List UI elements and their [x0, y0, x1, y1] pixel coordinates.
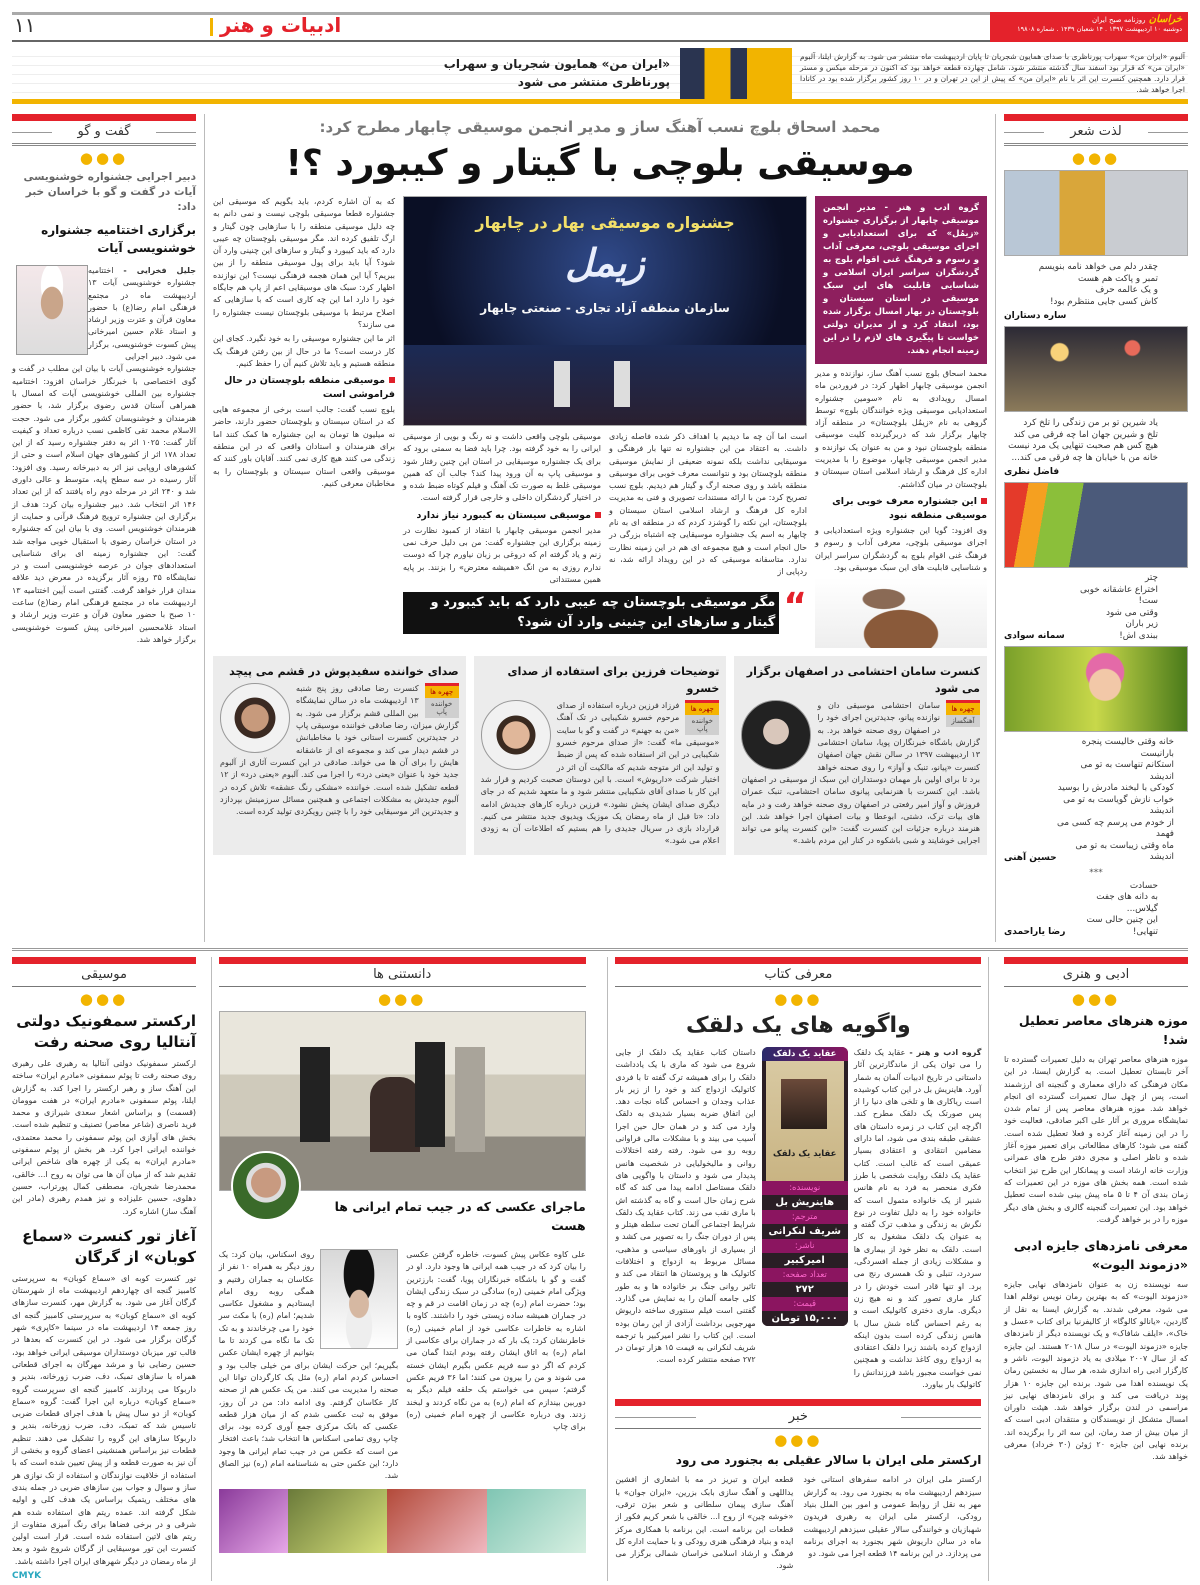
card-field-label: ناشر: — [762, 1239, 848, 1253]
section-title: معرفی کتاب — [615, 964, 981, 987]
dots-icon: ●●● — [378, 990, 427, 1008]
main-subhead-3: موسیقی منطقه بلوچستان در حال فراموشی است — [213, 374, 395, 402]
section-title: خبر — [615, 1406, 981, 1429]
tag-role: خواننده پاپ — [685, 715, 719, 735]
festival-stage-photo — [403, 196, 807, 426]
main-col-right: وی افزود: گویا این جشنواره ویژه استعدادیابی و اجرای موسیقی بلوچی، معرفی آداب و رسوم و فرهنگ غنی اقوام بلوچ به گردشگران سراسر ایران و شناسایی قابلیت های این سبک موسیقی بود. — [815, 525, 987, 572]
poem-line: چقدر دلم می خواهد نامه بنویسم — [1038, 262, 1158, 272]
book-byline: گروه ادب و هنر - — [905, 1048, 982, 1057]
music-body-1: ارکستر سمفونیک دولتی آنتالیا به رهبری علی رهبری روی صحنه رفت تا پوئم سمفونی «مادرم ایران» ساخته این آهنگ ساز و رهبر ارکستر را اجرا کند. به گزارش ایلنا، پوئم سمفونی «مادرم ایران» در هفت موومان (قسمت) و براساس اشعار سعدی شیرازی و محمد فرید ناصری (شاعر معاصر) تصنیف و تنظیم شده است. بخش های آوازی این پوئم سمفونی را محمد معتمدی، خواننده ایرانی اجرا کرد. هر بخش از پوئم سمفونی «مادرم ایران» به یکی از چهره های شاخص ایرانی تقدیم شد که از میان آن ها می توان به روح ا... خالقی، محمدرضا شجریان، مصطفی کمال پورتراب، حسین دهلوی، حسین علیزاده و نیز همدم رهبری (مادر این آهنگ ساز) اشاره کرد. — [12, 1059, 197, 1216]
poem — [1004, 262, 1188, 308]
dots-icon: ●●● — [774, 990, 823, 1008]
card-field-value: امیرکبیر — [762, 1253, 848, 1268]
poem-block — [1004, 737, 1188, 864]
poem-line: کودکی با لبخند مادرش را بوسید — [1057, 783, 1174, 793]
section-bar — [1004, 114, 1188, 121]
poet-name: حسین آهنی — [1004, 852, 1057, 863]
news-box-ehteshami — [734, 656, 987, 855]
main-col-mid-left-text-2: مدیر انجمن موسیقی چابهار با انتقاد از کمبود نظارت در زمینه برگزاری این جشنواره گفت: من بی دلیل حرف نمی زنم و یاد گرفته ام که دروغی بر زبان نیاورم چرا که دوست ندارم روزی به من انگ «همیشه معترض» را بزنند. بر پایه همین مستنداتی — [403, 525, 601, 584]
trivia-body-left: روی اسکناس، بیان کرد: یک روز دیگر به همراه ۱۰ نفر از عکاسان به جماران رفتیم و همگی روبه روی امام ایستادیم و مشغول عکاسی شدیم؛ امام (ره) با مکث سر خود را می چرخاندند و به تک تک ما نگاه می کردند تا ما بتوانیم از چهره ایشان عکس بگیریم؛ این حرکت ایشان برای من خیلی جالب بود و احساس کردم امام (ره) مثل یک کارگردان توانا این صحنه را مدیریت می کنند. من یک عکس هم از صحنه کار عکاسان گرفتم. وی ادامه داد: من در آن روز، موفق به ثبت عکسی شدم که از میان هزار قطعه عکسی که بانک مرکزی جمع آوری کرده بود، برای چاپ روی تمامی اسکناس ها انتخاب شد؛ باعث افتخار من است که عکس من در جیب تمام ایرانی ها وجود دارد؛ این عکس حتی به شناسنامه امام (ره) نیز الصاق شد. — [218, 1250, 399, 1481]
news-box-farzin — [474, 656, 727, 855]
main-col-mid-left-text: موسیقی بلوچی واقعی داشت و نه رنگ و بویی از موسیقی ایرانی را به خود گرفته بود. چرا باید فضا به سمتی برود که برای یک جشنواره موسیقایی در استان این چنین رفتار شود و موسیقی پاپ به آن ورود پیدا کند؟ جالب آن که همین موسیقی غلط به صورت تک آهنگ و فیلم کوتاه ضبط شده و در اختیار گردشگران داخلی و خارجی قرار گرفته است. — [403, 432, 601, 503]
news-body-left: قطعه ایران و تبریز در مه با اشعاری از افشین یداللهی و آهنگ سازی بابک بزرین، «ایران جوان» با آهنگ سازی پیمان سلطانی و شعر بیژن ترقی، «خوشه چین» از روح ا... خالقی با شعر کریم فکور از قطعات این برنامه است. این برنامه با همکاری مرکز ایده و بنیاد فرهنگی هنری رودکی و با حمایت اداره کل فرهنگ و ارشاد اسلامی خراسان شمالی برگزار می شود. — [615, 1475, 794, 1571]
mailbox-statue-photo — [1004, 170, 1188, 256]
poem-block — [1004, 881, 1188, 939]
poem-line: کاش کسی جایی منتظرم بود! — [1049, 296, 1158, 307]
dots-icon: ●●● — [79, 149, 129, 167]
arts-title-2: معرفی نامزدهای جایزه ادبی «دزموند الیوت» — [1013, 1238, 1188, 1273]
main-col-left-bottom-text: بلوچ نسب گفت: جالب است برخی از مجموعه هایی که در استان سیستان و بلوچستان حضور دارند، حاضر نه میلیون ها تومان به این جشنواره ها کمک کنند اما برای هنرمندان و استادان واقعی که در این منطقه زندگی می کنند هیچ کاری نمی کنند. آقایان باور کنند که موسیقی واقعی استان سیستان و بلوچستان را به مخاطبان معرفی کنیم. — [213, 405, 395, 488]
festival-logo-text: زیمل — [565, 241, 645, 285]
arts-title-1: موزه هنرهای معاصر تعطیل شد! — [1018, 1013, 1188, 1047]
section-title: دانستنی ها — [219, 964, 586, 987]
poetry-section — [1004, 114, 1188, 942]
umbrella-photo — [1004, 482, 1188, 568]
book-body-left: داستان کتاب عقاید یک دلقک از جایی شروع می شود که ماری با یک یادداشت دلقک را برای همیشه ترک گفته تا با فردی کاتولیک ازدواج کند و خود را از زیر بار عذاب وجدان و احساس گناه نجات دهد. این اتفاق ضربه بسیار شدیدی به دلقک وارد می کند و در همان حال حین اجرا آسیب می بیند و با مشکلات مالی فراوانی روبه رو می شود. رفته رفته اختلالات روانی و مالیخولیایی در شخصیت هانس پدیدار می شود و داستان با واگویی های دلقک مستاصل ادامه پیدا می کند که گاه شرح زمان حال است و گاه به گذشته اش با ماری نقب می زند. کتاب عقاید یک دلقک شرایط اجتماعی آلمان تحت سلطه هیتلر و پس از دوران جنگ را به تصویر می کشد و از بسیاری از باورهای سیاسی و مذهبی، مسائل مربوط به ازدواج و اختلافات کاتولیک ها و پروتستان ها انتقاد می کند و تاثیر روانی جنگ بر خانواده ها و به طور کلی جامعه آلمان را به نمایش می گذارد. گفتنی است فیلم سنتوری ساخته داریوش مهرجویی برداشت آزادی از این رمان بوده است. این کتاب را نشر امیرکبیر با ترجمه شریف لنکرانی به قیمت ۱۵ هزار تومان در ۲۷۲ صفحه منتشر کرده است. — [615, 1048, 756, 1365]
poem-line: وقتی می شود — [1106, 607, 1158, 618]
poem-line: ببندی اش! — [1119, 630, 1158, 641]
interview-byline: جلیل فخرایی - — [113, 266, 196, 275]
book-body-right — [854, 1047, 982, 1391]
main-subhead-2: موسیقی سیستان به کیبورد نیاز ندارد — [403, 509, 601, 523]
poet-name: سمانه سوادی — [1004, 631, 1065, 641]
quote-mark-icon: “ — [783, 586, 807, 628]
lead-box — [815, 196, 987, 364]
poem-line: اختراع عاشقانه خوبی ست! — [1079, 584, 1158, 606]
main-article — [204, 114, 996, 942]
poet-name: ساره دستاران — [1004, 311, 1067, 321]
card-field-value: ۱۵,۰۰۰ تومان — [762, 1311, 848, 1326]
poem-line: هیچ کس هم صحبت تنهایی یک مرد نیست — [1008, 441, 1158, 451]
trivia-left-col — [219, 1249, 399, 1483]
tag-label: چهره ها — [425, 683, 459, 698]
arts-section — [1004, 957, 1188, 1581]
box-body: سامان احتشامی موسیقی دان و نوازنده پیانو، جدیدترین اجرای خود را در اصفهان روی صحنه خواهد برد. به گزارش باشگاه خبرنگاران پویا، سامان احتشامی ۱۳ اردیبهشت ۱۳۹۷ در سالن نقش جهان اصفهان کنسرت «پیانو، تنبک و آواز» را روی صحنه خواهد برد تا برای اولین بار مهمان دوستداران این سبک از موسیقی در اصفهان باشد. این کنسرت با هنرنمایی پیانوی سامان احتشامی، تنبک عمران فروزش و آواز امیر رفعتی در اصفهان روی صحنه خواهد رفت و در مایه های بیات ترک، دشتی، ابوعطا و بیات اصفهان اجرا خواهد شد. این هنرمند درباره جزئیات این کنسرت گفت: «این کنسرت پیانو می تواند اجرایی خوشایند و شبی باشکوه در کنار این مردم باشد.» — [741, 701, 980, 846]
issue-date: دوشنبه ۱۰ اردیبهشت ۱۳۹۷ . ۱۴ شعبان ۱۴۳۹ . شماره ۱۹۸۰۸ — [1017, 25, 1182, 33]
tag-role: آهنگساز — [946, 715, 980, 727]
khomeini-portrait — [320, 1249, 398, 1349]
paper-brand-box — [990, 12, 1188, 42]
cmyk-mark — [12, 1571, 196, 1581]
card-field-label: نویسنده: — [762, 1181, 848, 1195]
top-band — [12, 114, 1188, 942]
portrait-photo — [220, 683, 290, 753]
arts-body-2: سه نویسنده زن به عنوان نامزدهای نهایی جایزه «دزموند الیوت» که به بهترین رمان نویس نوقلم اهدا می شود، معرفی شدند. به گزارش ایسنا به نقل از گاردین، «یانالو کالوگا» از کالیفرنیا برای کتاب «عسل و خاک»، «ایلف شافاک» و یک نویسنده دیگر از نامزدهای جایزه «دزموند الیوت» در سال ۲۰۱۸ هستند. این جایزه که از سال ۲۰۰۷ میلادی به یاد دزموند الیوت، ناشر و کارگزار ادبی راه اندازی شده، هر سال به نخستین رمان یک نویسنده اهدا می شود. برنده این جایزه ۱۰ هزار پوند دریافت می کند و برای نامزدهای نهایی نیز مراسمی در لندن برگزار خواهد شد. هیئت داوران امسال متشکل از نویسندگان و منتقدان ادبی است که از میان بیش از صد رمان، این سه اثر را برگزیده اند. برنده نهایی این جایزه ۲۰ ژوئن (۳۰ خرداد) معرفی خواهد شد. — [1004, 1280, 1189, 1462]
trivia-section — [211, 957, 593, 1581]
arts-body-1: موزه هنرهای معاصر تهران به دلیل تعمیرات گسترده تا آخر تابستان تعطیل است. به گزارش ایسنا، در این مکان فرهنگی که دارای معماری و گنجینه ای ارزشمند است، پس از چهل سال تعمیرات گسترده ای انجام خواهد شد. موزه هنرهای معاصر پس از تمام شدن نمایشگاه مروری بر آثار علی اکبر صادقی، فعالیت خود را در این زمینه آغاز کرده و فعلا تعطیل شده است. گفته می شود؛ کارهای مطالعاتی برای تعمیر موزه آغاز شده و ناظر اصلی و مجری دفتر طرح های عمرانی وزارت خانه ارشاد است و پیمانکار این طرح نیز انتخاب شده است. همه بخش های موزه در این تعمیرات که زمان بندی آن ۴ تا ۵ ماه پیش بینی شده است تعطیل خواهد بود. این تعمیرات گنجینه گالری و بخش های دیگر موزه را در بر خواهد گرفت. — [1004, 1055, 1188, 1224]
musician-photo — [815, 578, 987, 648]
poem-separator: *** — [1089, 867, 1103, 878]
box-title: کنسرت سامان احتشامی در اصفهان برگزار می شود — [746, 665, 980, 696]
trivia-title: ماجرای عکسی که در جیب تمام ایرانی ها هست — [334, 1199, 586, 1233]
article-body — [213, 196, 987, 648]
poem-line: تلخ و شیرین جهان اما چه فرقی می کند — [1013, 429, 1158, 440]
teaser-yellow-bar — [12, 99, 1188, 104]
section-bar — [1004, 957, 1188, 964]
section-bar — [12, 114, 196, 121]
poem — [1065, 881, 1188, 939]
row-divider — [12, 948, 1188, 951]
child-flowers-photo — [1004, 646, 1188, 732]
tag-label: چهره ها — [946, 700, 980, 715]
main-col-mid-left — [403, 431, 601, 586]
portrait-photo — [481, 700, 551, 770]
card-field-label: مترجم: — [762, 1210, 848, 1224]
card-title: عقاید یک دلقک — [762, 1047, 848, 1061]
card-field-label: قیمت: — [762, 1297, 848, 1311]
quote-text: مگر موسیقی بلوچستان چه عیبی دارد که باید کیبورد و گیتار و سازهای این چنینی وارد آن شود؟ — [403, 592, 779, 634]
main-col-mid-right: است اما آن چه ما دیدیم با اهداف ذکر شده فاصله زیادی داشت. به اعتقاد من این جشنواره نه تنها بار فرهنگی و موسیقایی نداشت بلکه نمونه ضعیفی از نمایش موسیقی منطقه بلوچستان بود و نتوانست معرف خوبی برای موسیقی منطقه باشد و روی صحنه ارگ و گیتار هم دیدیم. بلوچ نسب تصریح کرد: من با ارائه مستندات تصویری و فنی به مدیریت اداره کل فرهنگ و ارشاد اسلامی استان سیستان و بلوچستان، این نکته را گوشزد کردم که در منطقه ای به نام چابهار به اسم یک جشنواره موسیقایی چه اشتباه بزرگی در حال انجام است و هیچ مجموعه ای هم در این زمینه نظارت ندارد. متاسفانه موسیقی که در این رویداد ارائه شد، نه ردپایی از — [609, 432, 807, 577]
main-col-left-top: که به آن اشاره کردم، باید بگویم که موسیقی این جشنواره قطعا موسیقی بلوچی نیست و نمی دانم به چه دلیل موسیقی منطقه را با سازهایی چون گیتار و ارگ تلفیق کرده اند. مگر موسیقی بلوچستان چه عیبی دارد که باید کیبورد و گیتار و سازهای این چنینی وارد آن شود؟ آیا باید برای پول موسیقی منطقه را از بین ببریم؟ آیا این همان هجمه فرهنگی نیست؟ این نوازنده اظهار کرد: سبک های موسیقایی اعم از پاپ هم جایگاه خود را دارد اما این چه کاری است که با سازهایی که اصلاح مرتبط با موسیقی بلوچستان نیست جشنواره را می سازند؟ — [213, 197, 395, 329]
dots-icon: ●●● — [1071, 149, 1121, 167]
page-number: ۱۱ — [14, 13, 36, 37]
street-night-photo — [1004, 326, 1188, 412]
news-box-sadeghi — [213, 656, 466, 855]
main-intro: محمد اسحاق بلوچ نسب آهنگ ساز، نوازنده و مدیر انجمن موسیقی چابهار اظهار کرد: در فروردین ماه امسال رویدادی به نام «سومین جشنواره استعدادیابی موسیقی ویژه خوانندگان بلوچ» توسط گروهی به نام «زیمُل بلوچستان» در منطقه آزاد چابهار برگزار شد که دربرگیرنده کلیت موسیقی منطقه بلوچستان نبود و من به عنوان یک نوازنده و مدیر انجمن موسیقی چابهار، موضوع را با مدیریت اداره کل فرهنگ و ارشاد اسلامی استان سیستان و بلوچستان در میان گذاشتم. — [815, 369, 987, 489]
main-kicker: محمد اسحاق بلوچ نسب آهنگ ساز و مدیر انجمن موسیقی چابهار مطرح کرد: — [319, 118, 881, 136]
news-title: ارکستر ملی ایران با سالار عقیلی به بجنورد می رود — [675, 1453, 982, 1468]
poet-name: فاضل نظری — [1004, 467, 1060, 477]
main-headline: موسیقی بلوچی با گیتار و کیبورد ؟! — [285, 143, 915, 184]
poem-line: خانه من با خیابان ها چه فرقی می کند... — [1011, 452, 1158, 463]
poem-line: این چنین حالی ست — [1086, 915, 1158, 925]
people-tag — [685, 700, 719, 735]
book-section — [615, 957, 981, 1391]
tag-label: چهره ها — [685, 700, 719, 715]
main-col-left-bottom: اثر ما این جشنواره موسیقی را به خود نگیرد. کجای این کار درست است؟ ما در حال از بین رفتن فرهنگ یک منطقه هستیم و باید تلاش کنیم آن را حفظ کنیم. — [213, 334, 395, 368]
book-info-card — [762, 1047, 848, 1326]
music-title-1: ارکستر سمفونیک دولتی آنتالیا روی صحنه رفت — [16, 1012, 197, 1051]
poem-line: حسادت — [1129, 880, 1158, 891]
section-bar — [615, 1399, 981, 1406]
interview-section — [12, 114, 196, 942]
trivia-body-right: علی کاوه عکاس پیش کسوت، خاطره گرفتن عکسی را بیان کرد که در جیب همه ایرانی ها وجود دارد. او در گفت و گو با باشگاه خبرنگاران پویا، گفت: بارزترین ویژگی امام خمینی (ره) سادگی در سبک زندگی ایشان بود؛ حضرت امام (ره) چه در زمان اقامت در قم و چه در جماران همیشه ساده زیستی خود را داشتند. کاوه با اشاره به خاطرات عکاسی خود از امام خمینی (ره) خاطرنشان کرد: یک بار که در جماران برای عکاسی از امام (ره) به اتاق ایشان رفته بودم ابتدا گمان می کردم که اگر دو سه فریم عکس بگیرم ایشان خسته می شوند و من را بیرون می کنند؛ اما ۳۶ فریم عکس گرفتم؛ سپس می خواستم یک حلقه فیلم دیگر به دوربین بیندازم که امام (ره) به من نگاه کردند و لبخند زدند. وی درباره عکاسی از چهره امام خمینی (ره) برای چاپ — [406, 1250, 586, 1432]
people-tag — [946, 700, 980, 727]
card-field-value: شریف لنکرانی — [762, 1224, 848, 1239]
card-field-label: تعداد صفحه: — [762, 1268, 848, 1282]
poem-line: ماه وقتی زیباست به تو می اندیشد — [1075, 840, 1174, 862]
section-title: ادبی و هنری — [1004, 964, 1188, 987]
section-title: لذت شعر — [1004, 121, 1188, 146]
poem-line: و یک عالمه حرف — [1095, 285, 1158, 295]
box-body: فرزاد فرزین درباره استفاده از صدای مرحوم خسرو شکیبایی در تک آهنگ «من به جهنم» در گفت و گو با سایت «موسیقی ما» گفت: «از صدای مرحوم خسرو شکیبایی در این اثر استفاده شده که پس از ضبط و تولید این اثر متوجه شدیم که مالکیت آن اثر در اختیار شرکت «داریوش» است. با این دوستان صحبت کردیم و قرار شد این کار با صدای آقای شکیبایی منتشر شود و ما متعهد شدیم که در جای دیگری صدای ایشان پخش نشود.» فرزین درباره کارهای جدیدش ادامه داد: «تا قبل از ماه رمضان یک موزیک ویدیوی جدید منتشر می کنیم. قرارداد بازی در سریال جدیدی را هم بستیم که اطلاعات آن به زودی اعلام می شود.» — [480, 701, 720, 846]
dots-icon: ●●● — [774, 1431, 823, 1450]
interview-kicker: دبیر اجرایی جشنواره خوشنویسی آیات در گفت و گو با خراسان خبر داد: — [23, 171, 196, 213]
book-news-column — [607, 957, 989, 1581]
poem-line: تنهایی! — [1132, 926, 1158, 937]
dots-icon: ●●● — [1071, 990, 1121, 1008]
box-title: توضیحات فرزین برای استفاده از صدای خسرو — [507, 665, 720, 696]
cmyk-label: CMYK — [12, 1570, 42, 1581]
teaser-photo — [680, 48, 792, 100]
card-field-value: هاینریش بل — [762, 1195, 848, 1210]
book-review-title: واگویه های یک دلقک — [685, 1013, 911, 1038]
section-divider — [210, 18, 213, 36]
music-section — [12, 957, 196, 1581]
card-field-value: ۲۷۲ — [762, 1282, 848, 1297]
banknotes-photo — [219, 1489, 586, 1553]
paper-logo: خراسان — [1148, 14, 1182, 25]
poem — [1057, 737, 1188, 864]
section-bar — [615, 957, 981, 964]
portrait-photo — [741, 700, 811, 770]
article-col-right — [815, 196, 987, 648]
interview-title: برگزاری اختتامیه جشنواره خوشنویسی آیات — [41, 223, 196, 255]
news-section — [615, 1399, 981, 1572]
poem-line: استکانم تنهاست به تو می اندیشد — [1080, 760, 1174, 782]
page-header — [0, 0, 1200, 106]
festival-banner-text: جشنواره موسیقی بهار در چابهار — [475, 213, 735, 232]
section-bar — [12, 957, 196, 964]
interview-body-text: اختتامیه جشنواره خوشنویسی آیات ۱۳ اردیبهشت ماه در مجتمع فرهنگی امام رضا(ع) با حضور معاون قرآن و عترت وزیر ارشاد و استاد غلام حسین امیرخانی پیش کسوت خوشنویسی، برگزار می شود. دبیر اجرایی — [88, 266, 196, 362]
people-tag — [425, 683, 459, 718]
main-subhead-1: این جشنواره معرف خوبی برای موسیقی منطقه نبود — [815, 495, 987, 523]
poem-line: خانه وقتی خالیست پنجره بارانیست — [1081, 737, 1174, 759]
teaser-body: آلبوم «ایران من» سهراب پورناظری با صدای همایون شجریان تا پایان اردیبهشت ماه منتشر می شود. به گزارش ایلنا، آلبوم «ایران من» که قرار بود اسفند سال گذشته منتشر شود، شامل چهارده قطعه خواهد بود که اکنون در مرحله میکس و مستر قرار دارد. همچنین کنسرت این اثر با نام «ایران من» که پیش از این در تهران و در ۱۰ روز کشور برگزار شده بود در کانادا اجرا خواهد شد. — [800, 52, 1185, 94]
news-boxes-row — [213, 656, 987, 855]
article-col-left — [213, 196, 395, 648]
tag-role: خواننده پاپ — [425, 698, 459, 718]
poem-line: چتر — [1145, 573, 1158, 583]
book-body-right-text: عقاید یک دلقک را می توان یکی از ماندگارترین آثار داستانی در تاریخ ادبیات آلمان به شمار آورد. هاینریش بل در این کتاب کوشیده است ریاکاری ها و تلخی های دنیا را از پس صورتک یک دلقک مطرح کند. اگرچه این کتاب در زمره داستان های عشقی طبقه بندی می شود، اما دارای مضامین انتقادی و اعتقادی بسیار عمیقی است که غالب است. کتاب عقاید یک دلقک روایت شخصی با طرز فکری منحصر به فرد به نام هانس شنیر از یک خانواده متمول است که خانواده خود را به دلیل تفاوت در نوع نگرش به زندگی و مذهب ترک گفته و به عنوان یک دلقک مشغول به کار است. دلقک به نظر خود از بیماری ها و مشکلات زیادی از جمله افسردگی، سردرد، تنبلی و تک همسری رنج می برد. او تنها قادر است خودش را در کنار ماری تصور کند و نه هیچ زن دیگری. ماری دختری کاتولیک است و به رغم احساس گناه شش سال با هانس زندگی کرده است بدون اینکه ازدواج کرده باشند زیرا دلقک اعتقادی به ازدواج روی کاغذ نداشت و همچنین نمی خواست مجبور باشد فرزندانش را کاتولیک بار بیاورد. — [853, 1048, 982, 1390]
section-name: ادبیات و هنر — [220, 13, 342, 37]
article-center-area — [403, 196, 807, 648]
section-title: گفت و گو — [12, 121, 196, 146]
poem — [1004, 418, 1188, 464]
bottom-band — [12, 957, 1188, 1581]
box-body: کنسرت رضا صادقی روز پنج شنبه ۱۳ اردیبهشت ماه در سالن نمایشگاه بین المللی قشم برگزار می شود. به گزارش میزان، رضا صادقی خواننده موسیقی پاپ در جدیدترین کنسرت استانی خود با مخاطبانش در قشم دیدار می کند و مجموعه ای از عاشقانه هایش را برای آن ها می خواند. صادقی در این کنسرت آثاری از آلبوم جدید خود با عنوان «یعنی درد» را اجرا می کند. آلبوم «یعنی درد» از ۱۲ قطعه تشکیل شده است. خواننده «مشکی رنگ عشقه» تلاش کرده در آلبوم جدیدش به مشکلات اجتماعی و همچنین مسائل سرزمینش بپردازد و جدیدترین اثر موسیقایی خود را با چنین رویکردی تولید کرده است. — [219, 684, 459, 817]
lead-text: گروه ادب و هنر - مدیر انجمن موسیقی چابهار از برگزاری جشنواره «زیمُل» که برای استعدادیابی و اجرای موسیقی بلوچی، معرفی آداب و رسوم و فرهنگ غنی اقوام بلوچ به گردشگران سراسر ایران اسلامی و شناسایی قابلیت های این سبک موسیقی در استان سیستان و بلوچستان در بهار امسال برگزار شده بود، انتقاد کرد و از مدیران دولتی خواست تا پیگیری های لازم را در این زمینه انجام دهند. — [823, 203, 979, 356]
poem-line: از خودم می پرسم چه کسی می فهمد — [1057, 817, 1174, 839]
teaser-title: «ایران من» همایون شجریان و سهراب پورناظری منتشر می شود — [443, 57, 670, 89]
section-title: موسیقی — [12, 964, 196, 987]
box-title: صدای خواننده سفیدپوش در قشم می پیچد — [229, 665, 459, 679]
interview-portrait — [16, 265, 88, 355]
book-cover — [766, 1061, 844, 1181]
poet-name: رضا یاراحمدی — [1004, 927, 1066, 937]
book-cover-title: عقاید یک دلقک — [773, 1149, 837, 1159]
photographer-portrait — [231, 1151, 301, 1221]
section-bar — [219, 957, 586, 964]
poem-line: یاد شیرین تو بر من زندگی را تلخ کرد — [1023, 418, 1158, 428]
poem-line: خواب نازش گویاست به تو می اندیشد — [1063, 794, 1174, 816]
festival-footer-text: سازمان منطقه آزاد تجاری - صنعتی چابهار — [480, 301, 730, 315]
poem-line: تمبر و پاکت هم هست — [1077, 273, 1158, 284]
music-body-2: تور کنسرت کوبه ای «سماع کوبان» به سرپرستی کامبیز گنجه ای چهاردهم اردیبهشت ماه از شهرستان گرگان آغاز می شود. به گزارش مهر، کنسرت سازهای کوبه ای «سماع کوبان» به سرپرستی کامبیز گنجه ای روز جمعه ۱۴ اردیبهشت ماه در سینما «کاپری» شهر گرگان برگزار می شود. در این کنسرت که بعدها در قالب تور میزبان دوستداران موسیقی ایرانی خواهد بود، حسین رضایی نیا و مرشد مهرگان به اجرای قطعاتی همراه با سازهای تمبک، دف، ضرب زورخانه، بندیر و داربوکا می پردازند. کامبیز گنجه ای سرپرست گروه «سماع کوبان» درباره این اجرا گفت: گروه «سماع کوبان» از دو سال پیش با هدف اجرای قطعات ضربی تاسیس شد که تمبک، دف، ضرب زورخانه، بندیر و داربوکا سازهای این گروه را تشکیل می دهند. تنظیم قطعات نیز براساس همنشینی اعضای گروه و بخشی از آن نیز به صورت قطعه و از پیش تعیین شده است که با استفاده از خلاقیت نوازندگان و استفاده از تک نوازی هر ساز و سوال و جواب بین سازهای ضربی در جمله بندی های مختلف ریتمیک براساس یک هدف کلی و اولیه شکل گرفته اند. عمده ریتم های استفاده شده هم شرقی و در برخی فضاها برای رنگ آمیزی متفاوت از ریتم های لاتین استفاده شده است. قرار است اولین کنسرت این تور موسیقایی از گرگان شروع شود و بعد از ماه رمضان در دیگر شهرهای ایران اجرا داشته باشد. — [12, 1273, 197, 1566]
paper-tagline: روزنامه صبح ایران — [1091, 16, 1146, 24]
dots-icon: ●●● — [79, 990, 129, 1008]
interview-body-2: جشنواره خوشنویسی آیات با بیان این مطلب در گفت و گوی اختصاصی با خبرنگار خراسان افزود: اختتامیه جشنواره بین المللی خوشنویسی آیات که امسال با همراهی آستان قدس رضوی برگزار شد، با حضور هنرمندان و خوشنویسان کشور برگزار می شود. حجت الاسلام محمد تقی کاظمی نسب درباره تعداد و کیفیت آثار گفت: ۱۰۲۵ اثر به دفتر جشنواره رسید که از این تعداد ۱۷۸ اثر از کشورهای جهان اسلام است و حتی از کشورهای اروپایی نیز اثر به دبیرخانه رسید. وی افزود: آثار رسیده در سه سطح پایه، متوسط و عالی داوری شد و ۲۴۰ اثر در مرحله دوم راه یافتند که از این تعداد ۱۴۶ اثر انتخاب شد. دبیر جشنواره بیان کرد: هدف از برگزاری این جشنواره ترویج فرهنگ قرآنی و حمایت از هنرمندان خوشنویس است. وی با بیان این که جشنواره در استان خراسان رضوی با استقبال خوبی مواجه شد گفت: این جشنواره زمینه ای برای شناسایی استعدادهای جوان در عرصه خوشنویسی است و در نمایشگاه ۳۵ روزه آثار برگزیده در معرض دید علاقه مندان قرار خواهد گرفت. گفتنی است آیین اختتامیه ۱۳ اردیبهشت ماه در مجتمع فرهنگی امام رضا(ع) ساعت ۱۰ صبح با حضور معاون قرآن و عترت وزیر ارشاد و استاد غلامحسین امیرخانی پیش کسوت خوشنویسی برگزار خواهد شد. — [12, 364, 196, 644]
poem — [1065, 573, 1188, 642]
poem-line: زیر باران — [1125, 619, 1158, 629]
music-title-2: آغاز تور کنسرت «سماع کوبان» از گرگان — [22, 1226, 197, 1266]
pull-quote — [403, 586, 807, 634]
poem-block — [1004, 573, 1188, 642]
poem-line: به دانه های جفت گیلاس... — [1096, 892, 1158, 914]
news-body-right: ارکستر ملی ایران در ادامه سفرهای استانی خود سیزدهم اردیبهشت ماه به بجنورد می رود. به گزارش مهر به نقل از روابط عمومی و امور بین الملل بنیاد رودکی، ارکستر ملی ایران به رهبری فریدون شهبازیان و خوانندگی سالار عقیلی سیزدهم اردیبهشت ماه در سالن داریوش شهر بجنورد به اجرای برنامه می پردازد. در این برنامه ۱۴ قطعه اجرا می شود. دو — [803, 1475, 982, 1559]
